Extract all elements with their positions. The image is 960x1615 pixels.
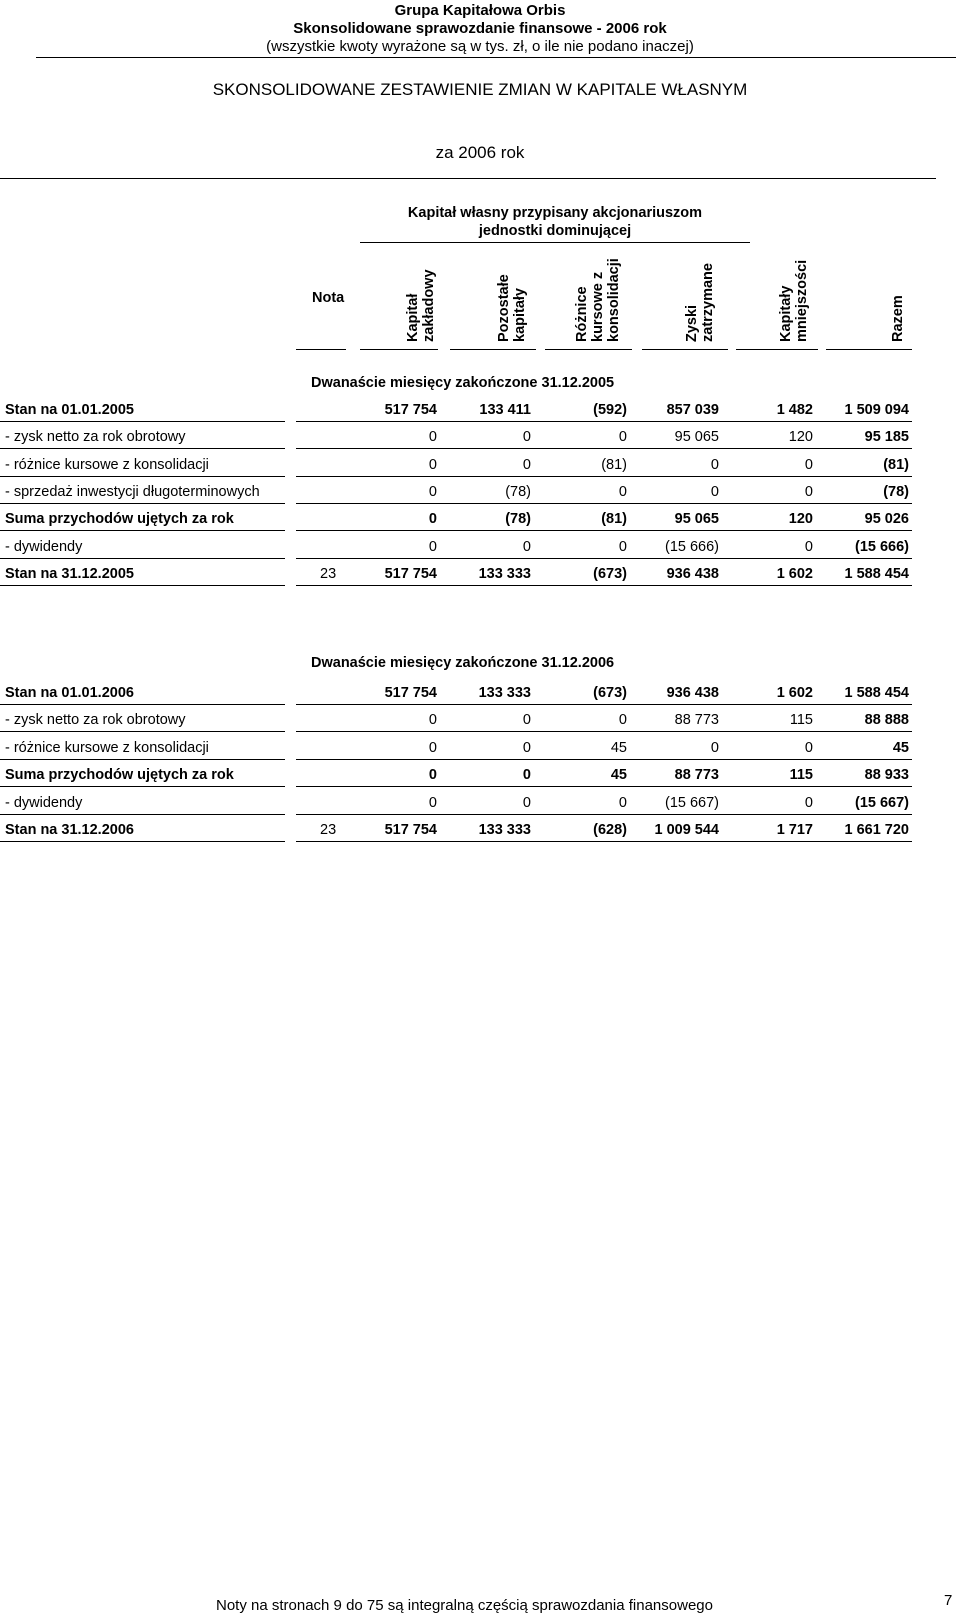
row-rule <box>0 731 285 732</box>
column-header-retained-earnings: Zyski zatrzymane <box>684 263 716 342</box>
value-cell: 0 <box>618 538 627 555</box>
value-cell: (15 666) <box>664 538 719 555</box>
value-cell: 45 <box>892 739 909 756</box>
row-label: - zysk netto za rok obrotowy <box>5 712 186 729</box>
value-cell: 0 <box>522 794 531 811</box>
value-cell: 0 <box>710 483 719 500</box>
table-row <box>0 564 960 584</box>
value-cell: 120 <box>788 511 813 528</box>
row-label: - dywidendy <box>5 538 83 555</box>
row-label: Stan na 01.01.2006 <box>5 685 134 701</box>
row-label: Stan na 01.01.2005 <box>5 402 134 418</box>
value-cell: 1 588 454 <box>844 685 909 701</box>
value-cell: 133 333 <box>478 565 531 582</box>
value-cell: 0 <box>522 456 531 473</box>
units-note: (wszystkie kwoty wyrażone są w tys. zł, o ile nie podano inaczej) <box>266 38 694 55</box>
title-rule <box>0 178 936 179</box>
value-cell: 95 065 <box>674 511 719 528</box>
value-cell: (15 666) <box>854 538 909 555</box>
row-rule <box>0 704 285 705</box>
value-cell: 0 <box>804 483 813 500</box>
row-label: Stan na 31.12.2005 <box>5 565 134 582</box>
value-cell: 95 026 <box>864 511 909 528</box>
row-rule <box>0 448 285 449</box>
value-cell: 1 009 544 <box>654 822 719 838</box>
row-rule <box>0 759 285 760</box>
table-row <box>0 710 960 730</box>
value-cell: 0 <box>522 767 531 784</box>
value-cell: 0 <box>710 739 719 756</box>
row-rule <box>0 476 285 477</box>
value-cell: 0 <box>710 456 719 473</box>
row-rule <box>0 530 285 531</box>
column-rule <box>642 349 728 350</box>
value-cell: (15 667) <box>664 794 719 811</box>
row-rule <box>0 786 285 787</box>
value-cell: 95 065 <box>674 429 719 446</box>
row-rule <box>0 503 285 504</box>
company-name: Grupa Kapitałowa Orbis <box>394 2 566 19</box>
value-cell: 45 <box>610 767 627 784</box>
row-rule <box>296 503 912 504</box>
value-cell: (628) <box>593 822 627 838</box>
table-row <box>0 509 960 529</box>
row-rule <box>296 731 912 732</box>
row-label: - różnice kursowe z konsolidacji <box>5 739 209 756</box>
value-cell: 517 754 <box>384 565 437 582</box>
value-cell: 0 <box>804 794 813 811</box>
statement-title: SKONSOLIDOWANE ZESTAWIENIE ZMIAN W KAPITALE WŁASNYM <box>212 80 748 99</box>
table-row <box>0 793 960 813</box>
table-row <box>0 482 960 502</box>
value-cell: 133 333 <box>478 822 531 838</box>
table-row <box>0 765 960 785</box>
row-rule <box>296 530 912 531</box>
page-number: 7 <box>944 1592 953 1609</box>
value-cell: 0 <box>428 538 437 555</box>
row-rule <box>296 814 912 815</box>
value-cell: 0 <box>428 456 437 473</box>
value-cell: 0 <box>618 483 627 500</box>
value-cell: (81) <box>601 511 627 528</box>
value-cell: 88 933 <box>864 767 909 784</box>
value-cell: (81) <box>601 456 627 473</box>
value-cell: 0 <box>522 538 531 555</box>
value-cell: (81) <box>883 456 909 473</box>
row-rule <box>296 421 912 422</box>
value-cell: 88 773 <box>674 767 719 784</box>
value-cell: 517 754 <box>384 402 437 418</box>
value-cell: (673) <box>593 565 627 582</box>
column-header-other-capital: Pozostałe kapitały <box>496 274 528 342</box>
row-rule <box>296 448 912 449</box>
value-cell: 0 <box>428 794 437 811</box>
value-cell: 936 438 <box>666 685 719 701</box>
table-row <box>0 683 960 703</box>
row-label: - dywidendy <box>5 794 83 811</box>
value-cell: (15 667) <box>854 794 909 811</box>
row-rule <box>0 814 285 815</box>
value-cell: 1 602 <box>776 565 813 582</box>
column-rule <box>736 349 818 350</box>
value-cell: 115 <box>789 712 813 729</box>
row-rule <box>0 558 285 559</box>
table-row <box>0 455 960 475</box>
row-label: Suma przychodów ujętych za rok <box>5 511 234 528</box>
value-cell: 857 039 <box>666 402 719 418</box>
row-rule <box>0 421 285 422</box>
value-cell: (592) <box>593 402 627 418</box>
value-cell: 0 <box>428 767 437 784</box>
value-cell: 95 185 <box>864 429 909 446</box>
group-header-line1: Kapitał własny przypisany akcjonariuszom <box>407 205 703 221</box>
table-row <box>0 820 960 840</box>
row-note: 23 <box>320 822 337 838</box>
column-rule <box>545 349 632 350</box>
column-rule <box>826 349 912 350</box>
value-cell: 1 602 <box>776 685 813 701</box>
value-cell: 133 411 <box>479 402 531 418</box>
value-cell: 88 773 <box>674 712 719 729</box>
table-row <box>0 537 960 557</box>
table-row <box>0 400 960 420</box>
value-cell: 0 <box>804 739 813 756</box>
value-cell: 0 <box>428 712 437 729</box>
row-label: Stan na 31.12.2006 <box>5 822 134 838</box>
table-row <box>0 738 960 758</box>
value-cell: 0 <box>428 739 437 756</box>
table-row <box>0 427 960 447</box>
value-cell: (78) <box>505 511 531 528</box>
column-header-fx-differences: Różnice kursowe z konsolidacji <box>574 258 622 342</box>
value-cell: 1 661 720 <box>844 822 909 838</box>
value-cell: 1 717 <box>776 822 813 838</box>
column-header-nota: Nota <box>312 290 345 306</box>
row-label: Suma przychodów ujętych za rok <box>5 767 234 784</box>
row-note: 23 <box>320 565 337 582</box>
row-rule <box>296 704 912 705</box>
group-header-line2: jednostki dominującej <box>478 223 632 239</box>
row-label: - sprzedaż inwestycji długoterminowych <box>5 483 260 500</box>
column-rule <box>296 349 346 350</box>
report-title: Skonsolidowane sprawozdanie finansowe - 2006 rok <box>293 20 667 37</box>
value-cell: 0 <box>618 794 627 811</box>
value-cell: 45 <box>610 739 627 756</box>
value-cell: 0 <box>522 739 531 756</box>
value-cell: 0 <box>428 429 437 446</box>
column-header-total: Razem <box>890 295 906 342</box>
row-rule <box>296 786 912 787</box>
value-cell: (78) <box>883 483 909 500</box>
value-cell: 0 <box>522 429 531 446</box>
row-rule <box>296 476 912 477</box>
value-cell: 517 754 <box>384 822 437 838</box>
row-rule <box>296 585 912 586</box>
row-rule <box>296 841 912 842</box>
value-cell: 120 <box>788 429 813 446</box>
column-rule <box>450 349 536 350</box>
value-cell: 1 482 <box>776 402 813 418</box>
row-rule <box>0 585 285 586</box>
row-rule <box>296 558 912 559</box>
value-cell: 115 <box>789 767 813 784</box>
value-cell: 1 509 094 <box>844 402 909 418</box>
value-cell: (673) <box>593 685 627 701</box>
value-cell: 133 333 <box>478 685 531 701</box>
value-cell: 0 <box>804 456 813 473</box>
value-cell: 0 <box>618 712 627 729</box>
value-cell: 517 754 <box>384 685 437 701</box>
statement-subtitle: za 2006 rok <box>435 143 525 162</box>
row-label: - różnice kursowe z konsolidacji <box>5 456 209 473</box>
value-cell: 0 <box>522 712 531 729</box>
column-rule <box>360 349 438 350</box>
value-cell: 936 438 <box>666 565 719 582</box>
period-heading: Dwanaście miesięcy zakończone 31.12.2005 <box>311 375 615 391</box>
value-cell: 88 888 <box>864 712 909 729</box>
value-cell: 1 588 454 <box>844 565 909 582</box>
row-rule <box>296 759 912 760</box>
value-cell: 0 <box>618 429 627 446</box>
row-rule <box>0 841 285 842</box>
value-cell: (78) <box>505 483 531 500</box>
footer-note: Noty na stronach 9 do 75 są integralną częścią sprawozdania finansowego <box>216 1597 713 1614</box>
column-header-share-capital: Kapitał zakładowy <box>405 269 437 342</box>
row-label: - zysk netto za rok obrotowy <box>5 429 186 446</box>
group-header-rule <box>360 242 750 243</box>
period-heading: Dwanaście miesięcy zakończone 31.12.2006 <box>311 655 615 671</box>
header-rule <box>36 57 956 58</box>
column-header-minority-interest: Kapitały mniejszości <box>778 259 810 342</box>
value-cell: 0 <box>804 538 813 555</box>
value-cell: 0 <box>428 483 437 500</box>
value-cell: 0 <box>428 511 437 528</box>
